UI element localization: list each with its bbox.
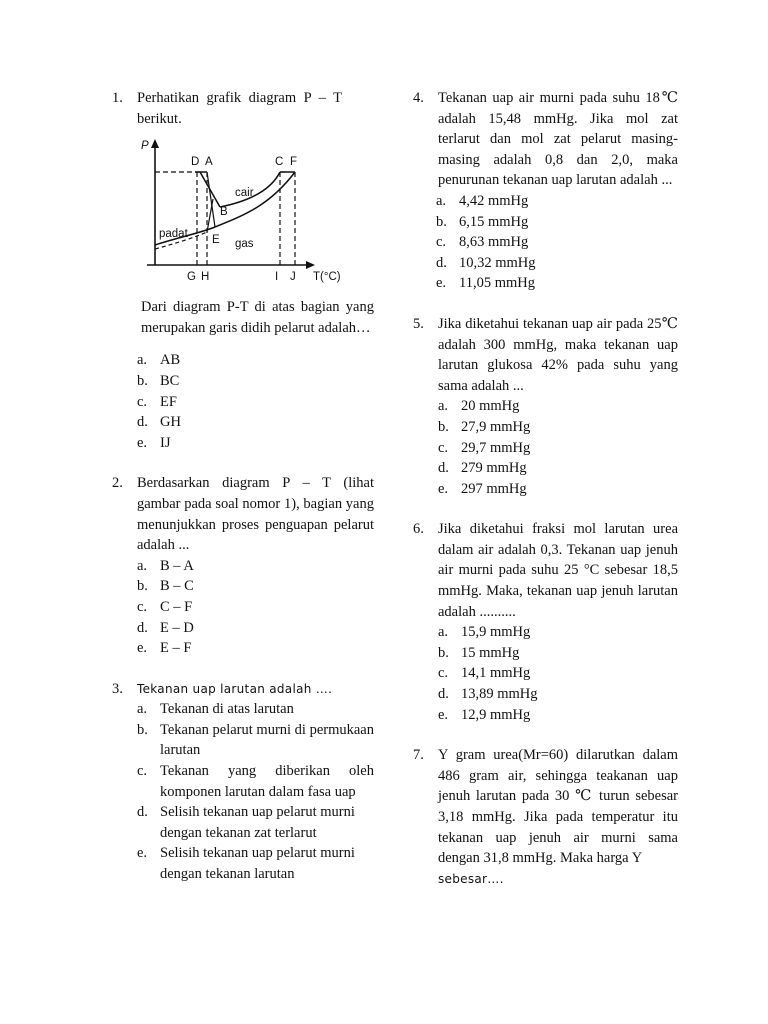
option-e[interactable]: [137, 433, 374, 454]
t-axis-arrow: [306, 261, 315, 269]
option-text: 10,32 mmHg: [459, 254, 536, 271]
option-letter: e.: [438, 706, 449, 723]
question-3: [112, 679, 374, 885]
option-text: E – F: [160, 640, 192, 657]
option-e[interactable]: [137, 843, 374, 884]
option-e[interactable]: [137, 638, 374, 659]
option-letter: b.: [137, 721, 148, 738]
option-a[interactable]: [137, 350, 374, 371]
label-b: B: [220, 206, 228, 219]
option-b[interactable]: [438, 643, 678, 664]
option-text: AB: [160, 352, 181, 369]
option-letter: e.: [137, 845, 148, 862]
option-letter: b.: [436, 213, 447, 230]
t-axis-label: T(°C): [313, 271, 341, 284]
option-text: Selisih tekanan uap pelarut murni dengan tekanan zat terlarut: [160, 804, 355, 841]
option-letter: c.: [438, 665, 449, 682]
option-text: Tekanan pelarut murni di permukaan larutan: [160, 721, 374, 759]
options-list: [137, 556, 374, 659]
option-c[interactable]: [137, 597, 374, 618]
option-b[interactable]: [137, 720, 374, 761]
option-letter: b.: [438, 644, 449, 661]
option-e[interactable]: [438, 705, 678, 726]
options-list: [137, 350, 374, 453]
option-letter: b.: [438, 418, 449, 435]
option-text: 12,9 mmHg: [461, 706, 531, 723]
left-column: [112, 88, 374, 885]
option-text: 279 mmHg: [461, 460, 527, 477]
option-text: 20 mmHg: [461, 398, 520, 415]
option-d[interactable]: [436, 253, 678, 274]
melting-line-pure: [207, 172, 215, 227]
label-cair: cair: [235, 187, 254, 200]
vaporization-curve: [215, 172, 295, 227]
question-stem: Tekanan uap larutan adalah ….: [137, 681, 333, 696]
option-letter: d.: [436, 254, 447, 271]
option-letter: d.: [137, 414, 148, 431]
option-text: 13,89 mmHg: [461, 686, 538, 703]
option-text: Selisih tekanan uap pelarut murni dengan tekanan larutan: [160, 845, 355, 883]
label-i: I: [275, 271, 279, 284]
question-number: 6.: [413, 521, 424, 538]
option-text: 6,15 mmHg: [459, 213, 529, 230]
option-c[interactable]: [137, 392, 374, 413]
options-list: [137, 699, 374, 884]
option-c[interactable]: [137, 761, 374, 802]
label-h: H: [201, 271, 210, 284]
label-c: C: [275, 156, 284, 169]
option-d[interactable]: [137, 802, 374, 843]
option-letter: e.: [436, 275, 447, 292]
option-text: 11,05 mmHg: [459, 275, 535, 292]
option-text: Tekanan yang diberikan oleh komponen larutan dalam fasa uap: [160, 763, 374, 800]
question-stem: [438, 745, 678, 889]
option-d[interactable]: [438, 458, 678, 479]
option-letter: e.: [137, 640, 148, 657]
option-d[interactable]: [137, 618, 374, 639]
question-number: 2.: [112, 475, 123, 492]
options-list: [438, 396, 678, 499]
question-7: [413, 745, 678, 889]
p-axis-label: P: [141, 140, 149, 153]
question-stem: Jika diketahui fraksi mol larutan urea dalam air adalah 0,3. Tekanan uap jenuh air murni pada suhu 25 °C sebesar 18,5 mmHg. Maka, tekanan uap jenuh larutan adalah ..........: [438, 521, 678, 620]
option-letter: d.: [137, 619, 148, 636]
question-stem: Berdasarkan diagram P – T (lihat gambar pada soal nomor 1), bagian yang menunjukkan proses penguapan pelarut adalah ...: [137, 475, 374, 554]
question-2: [112, 473, 374, 658]
option-e[interactable]: [436, 273, 678, 294]
option-d[interactable]: [438, 684, 678, 705]
option-letter: a.: [137, 352, 148, 369]
option-b[interactable]: [137, 371, 374, 392]
p-axis-arrow: [151, 139, 159, 148]
option-letter: c.: [137, 763, 148, 780]
label-e: E: [212, 234, 220, 247]
option-a[interactable]: [137, 556, 374, 577]
option-b[interactable]: [438, 417, 678, 438]
question-stem: Perhatikan grafik diagram P – T berikut.: [137, 90, 342, 127]
option-letter: a.: [137, 701, 148, 718]
desc-text: Dari diagram P-T di atas bagian yang merupakan garis didih pelarut adalah…: [141, 299, 374, 336]
option-a[interactable]: [137, 699, 374, 720]
option-letter: c.: [436, 234, 447, 251]
option-b[interactable]: [436, 212, 678, 233]
pt-diagram: [135, 137, 365, 289]
option-text: B – A: [160, 557, 194, 574]
option-letter: d.: [438, 686, 449, 703]
option-c[interactable]: [436, 232, 678, 253]
option-text: 8,63 mmHg: [459, 234, 529, 251]
option-c[interactable]: [438, 438, 678, 459]
question-stem-main: Y gram urea(Mr=60) dilarutkan dalam 486 gram air, sehingga teakanan uap jenuh larutan pada 30 ℃ turun sebesar 3,18 mmHg. Jika pada temperatur itu tekanan uap jenuh air murni sama dengan 31,8 mmHg. Maka harga Y: [438, 747, 678, 867]
option-letter: b.: [137, 578, 148, 595]
option-text: 15,9 mmHg: [461, 624, 531, 641]
option-text: Tekanan di atas larutan: [160, 701, 294, 718]
option-text: 29,7 mmHg: [461, 439, 531, 456]
label-padat: padat: [159, 228, 188, 241]
question-number: 5.: [413, 315, 424, 332]
option-c[interactable]: [438, 663, 678, 684]
options-list: [438, 622, 678, 725]
label-gas: gas: [235, 238, 254, 251]
option-letter: e.: [438, 480, 449, 497]
option-letter: c.: [438, 439, 449, 456]
option-text: 27,9 mmHg: [461, 418, 531, 435]
option-letter: d.: [438, 460, 449, 477]
melting-line-e: [207, 199, 213, 232]
option-e[interactable]: [438, 479, 678, 500]
option-letter: a.: [438, 398, 449, 415]
option-letter: e.: [137, 434, 148, 451]
option-letter: c.: [137, 598, 148, 615]
label-j: J: [290, 271, 296, 284]
label-f: F: [290, 156, 298, 169]
option-letter: a.: [438, 624, 449, 641]
option-text: E – D: [160, 619, 194, 636]
option-text: BC: [160, 372, 180, 389]
question-stem-tail: sebesar….: [438, 871, 504, 886]
option-text: 4,42 mmHg: [459, 192, 529, 209]
option-a[interactable]: [438, 396, 678, 417]
label-a: A: [205, 156, 213, 169]
question-stem: Tekanan uap air murni pada suhu 18℃ adalah 15,48 mmHg. Jika mol zat terlarut dan mol zat pelarut masing-masing adalah 0,8 dan 2,0, maka penurunan tekanan uap larutan adalah ...: [438, 90, 678, 189]
question-6: [413, 519, 678, 725]
options-list: [436, 191, 678, 294]
option-text: EF: [160, 393, 177, 410]
option-text: GH: [160, 414, 181, 431]
option-d[interactable]: [137, 412, 374, 433]
question-number: 3.: [112, 680, 123, 697]
option-b[interactable]: [137, 576, 374, 597]
option-letter: a.: [436, 192, 447, 209]
question-number: 7.: [413, 747, 424, 764]
option-letter: b.: [137, 372, 148, 389]
question-number: 1.: [112, 90, 123, 106]
option-text: B – C: [160, 578, 194, 595]
question-number: 4.: [413, 90, 424, 106]
question-5: [413, 314, 678, 499]
option-text: 15 mmHg: [461, 644, 520, 661]
option-a[interactable]: [438, 622, 678, 643]
question-4: [413, 88, 678, 294]
option-letter: a.: [137, 557, 148, 574]
label-d: D: [191, 156, 200, 169]
option-text: IJ: [160, 434, 171, 451]
option-a[interactable]: [436, 191, 678, 212]
option-text: 297 mmHg: [461, 480, 527, 497]
option-text: 14,1 mmHg: [461, 665, 531, 682]
option-text: C – F: [160, 598, 193, 615]
label-g: G: [187, 271, 196, 284]
option-letter: c.: [137, 393, 148, 410]
option-letter: d.: [137, 804, 148, 821]
right-column: [413, 88, 678, 889]
question-stem: Jika diketahui tekanan uap air pada 25℃ adalah 300 mmHg, maka tekanan uap larutan glukosa 42% pada suhu yang sama adalah ...: [438, 315, 678, 394]
question-1: [112, 88, 374, 453]
question-description: [137, 297, 374, 338]
